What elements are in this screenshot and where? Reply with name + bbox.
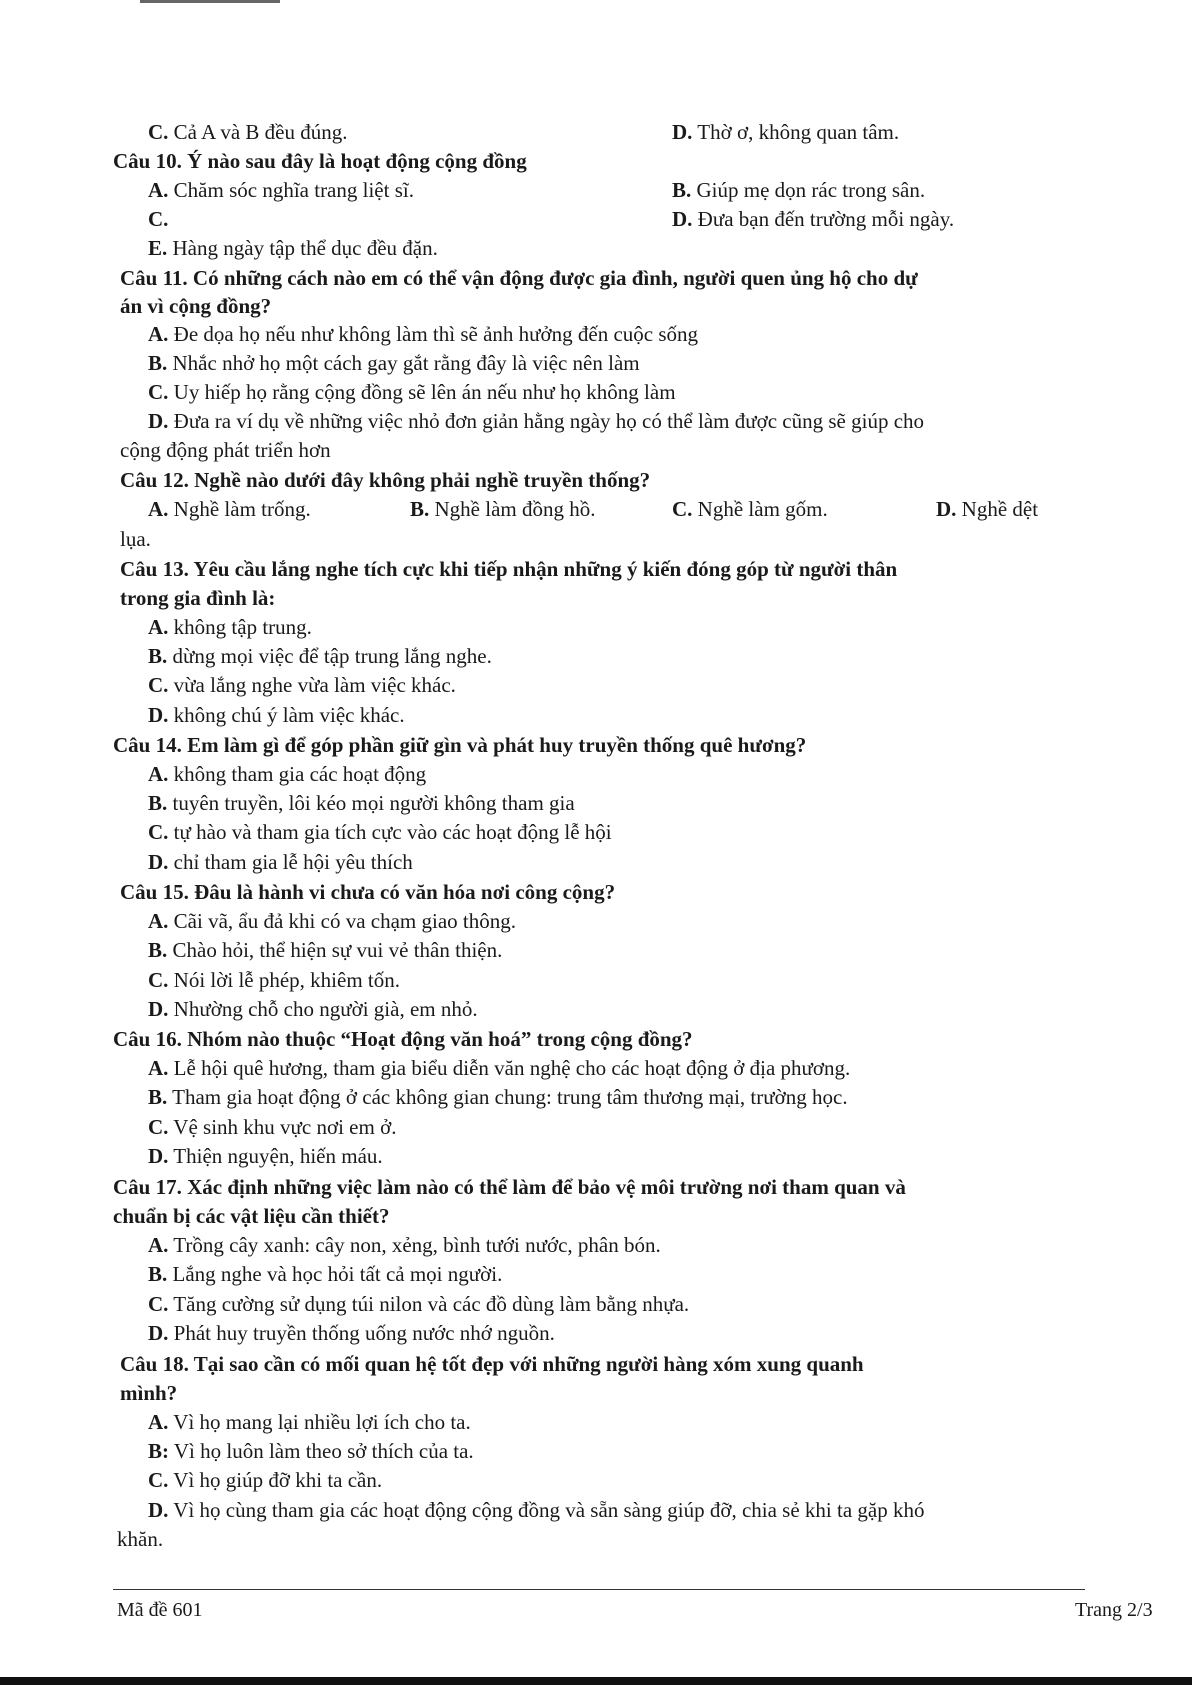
option-q10-b: B. Giúp mẹ dọn rác trong sân. (672, 178, 926, 202)
option-q14-b: B. tuyên truyền, lôi kéo mọi người không tham gia (148, 791, 575, 815)
option-q16-c: C. Vệ sinh khu vực nơi em ở. (148, 1115, 397, 1139)
question-13-title-line2: trong gia đình là: (120, 586, 276, 610)
option-q9-c: C. Cả A và B đều đúng. (148, 120, 348, 144)
option-q13-c: C. vừa lắng nghe vừa làm việc khác. (148, 673, 456, 697)
option-q12-b: B. Nghề làm đồng hồ. (410, 497, 596, 521)
question-11-title-line1: Câu 11. Có những cách nào em có thể vận động được gia đình, người quen ủng hộ cho dự (120, 266, 918, 290)
question-12-title: Câu 12. Nghề nào dưới đây không phải nghề truyền thống? (120, 468, 651, 492)
option-q12-c: C. Nghề làm gốm. (672, 497, 828, 521)
option-q10-d: D. Đưa bạn đến trường mỗi ngày. (672, 207, 955, 231)
option-q18-c: C. Vì họ giúp đỡ khi ta cần. (148, 1468, 383, 1492)
question-10-title: Câu 10. Ý nào sau đây là hoạt động cộng đồng (113, 149, 527, 173)
option-q14-d: D. chỉ tham gia lễ hội yêu thích (148, 850, 413, 874)
option-q11-a: A. Đe dọa họ nếu như không làm thì sẽ ảnh hưởng đến cuộc sống (148, 322, 699, 346)
scan-edge (0, 1677, 1192, 1685)
option-q17-b: B. Lắng nghe và học hỏi tất cả mọi người. (148, 1262, 503, 1286)
option-q15-b: B. Chào hỏi, thể hiện sự vui vẻ thân thiện. (148, 938, 503, 962)
option-q10-a: A. Chăm sóc nghĩa trang liệt sĩ. (148, 178, 414, 202)
option-q13-d: D. không chú ý làm việc khác. (148, 703, 405, 727)
option-q16-d: D. Thiện nguyện, hiến máu. (148, 1144, 383, 1168)
question-14-title: Câu 14. Em làm gì để góp phần giữ gìn và phát huy truyền thống quê hương? (113, 733, 807, 757)
option-q10-c: C. (148, 207, 169, 231)
question-16-title: Câu 16. Nhóm nào thuộc “Hoạt động văn hoá” trong cộng đồng? (113, 1027, 693, 1051)
option-q11-b: B. Nhắc nhở họ một cách gay gắt rằng đây là việc nên làm (148, 351, 640, 375)
option-q18-d: D. Vì họ cùng tham gia các hoạt động cộng đồng và sẵn sàng giúp đỡ, chia sẻ khi ta gặp khó (148, 1498, 925, 1522)
page-number: Trang 2/3 (1075, 1599, 1153, 1621)
option-q9-d: D. Thờ ơ, không quan tâm. (672, 120, 900, 144)
option-q18-b: B: Vì họ luôn làm theo sở thích của ta. (148, 1439, 474, 1463)
question-17-title-line1: Câu 17. Xác định những việc làm nào có thể làm để bảo vệ môi trường nơi tham quan và (113, 1175, 906, 1199)
option-q16-a: A. Lễ hội quê hương, tham gia biểu diễn văn nghệ cho các hoạt động ở địa phương. (148, 1056, 851, 1080)
option-q12-d-cont: lụa. (120, 527, 151, 551)
option-q11-d-cont: cộng động phát triển hơn (120, 438, 331, 462)
option-q16-b: B. Tham gia hoạt động ở các không gian chung: trung tâm thương mại, trường học. (148, 1085, 848, 1109)
option-q13-b: B. dừng mọi việc để tập trung lắng nghe. (148, 644, 492, 668)
exam-code: Mã đề 601 (117, 1599, 203, 1621)
option-q13-a: A. không tập trung. (148, 615, 312, 639)
option-q15-a: A. Cãi vã, ẩu đả khi có va chạm giao thông. (148, 909, 516, 933)
option-q14-a: A. không tham gia các hoạt động (148, 762, 427, 786)
option-q17-d: D. Phát huy truyền thống uống nước nhớ nguồn. (148, 1321, 555, 1345)
option-q14-c: C. tự hào và tham gia tích cực vào các hoạt động lễ hội (148, 820, 612, 844)
option-q15-d: D. Nhường chỗ cho người già, em nhỏ. (148, 997, 478, 1021)
option-q18-d-cont: khăn. (117, 1527, 164, 1551)
question-11-title-line2: án vì cộng đồng? (120, 294, 272, 318)
option-q17-a: A. Trồng cây xanh: cây non, xẻng, bình tưới nước, phân bón. (148, 1233, 661, 1257)
question-18-title-line1: Câu 18. Tại sao cần có mối quan hệ tốt đẹp với những người hàng xóm xung quanh (120, 1352, 864, 1376)
question-13-title-line1: Câu 13. Yêu cầu lắng nghe tích cực khi tiếp nhận những ý kiến đóng góp từ người thân (120, 557, 898, 581)
option-q12-a: A. Nghề làm trống. (148, 497, 311, 521)
footer-divider (113, 1589, 1085, 1590)
option-q15-c: C. Nói lời lễ phép, khiêm tốn. (148, 968, 400, 992)
option-q10-e: E. Hàng ngày tập thể dục đều đặn. (148, 236, 438, 260)
option-q12-d: D. Nghề dệt (936, 497, 1039, 521)
option-q18-a: A. Vì họ mang lại nhiều lợi ích cho ta. (148, 1410, 471, 1434)
option-q11-c: C. Uy hiếp họ rằng cộng đồng sẽ lên án nếu như họ không làm (148, 380, 676, 404)
question-18-title-line2: mình? (120, 1381, 178, 1405)
scan-mark (140, 0, 280, 3)
question-17-title-line2: chuẩn bị các vật liệu cần thiết? (113, 1204, 390, 1228)
option-q11-d: D. Đưa ra ví dụ về những việc nhỏ đơn giản hằng ngày họ có thể làm được cũng sẽ giúp cho (148, 409, 925, 433)
question-15-title: Câu 15. Đâu là hành vi chưa có văn hóa nơi công cộng? (120, 880, 616, 904)
option-q17-c: C. Tăng cường sử dụng túi nilon và các đồ dùng làm bằng nhựa. (148, 1292, 690, 1316)
